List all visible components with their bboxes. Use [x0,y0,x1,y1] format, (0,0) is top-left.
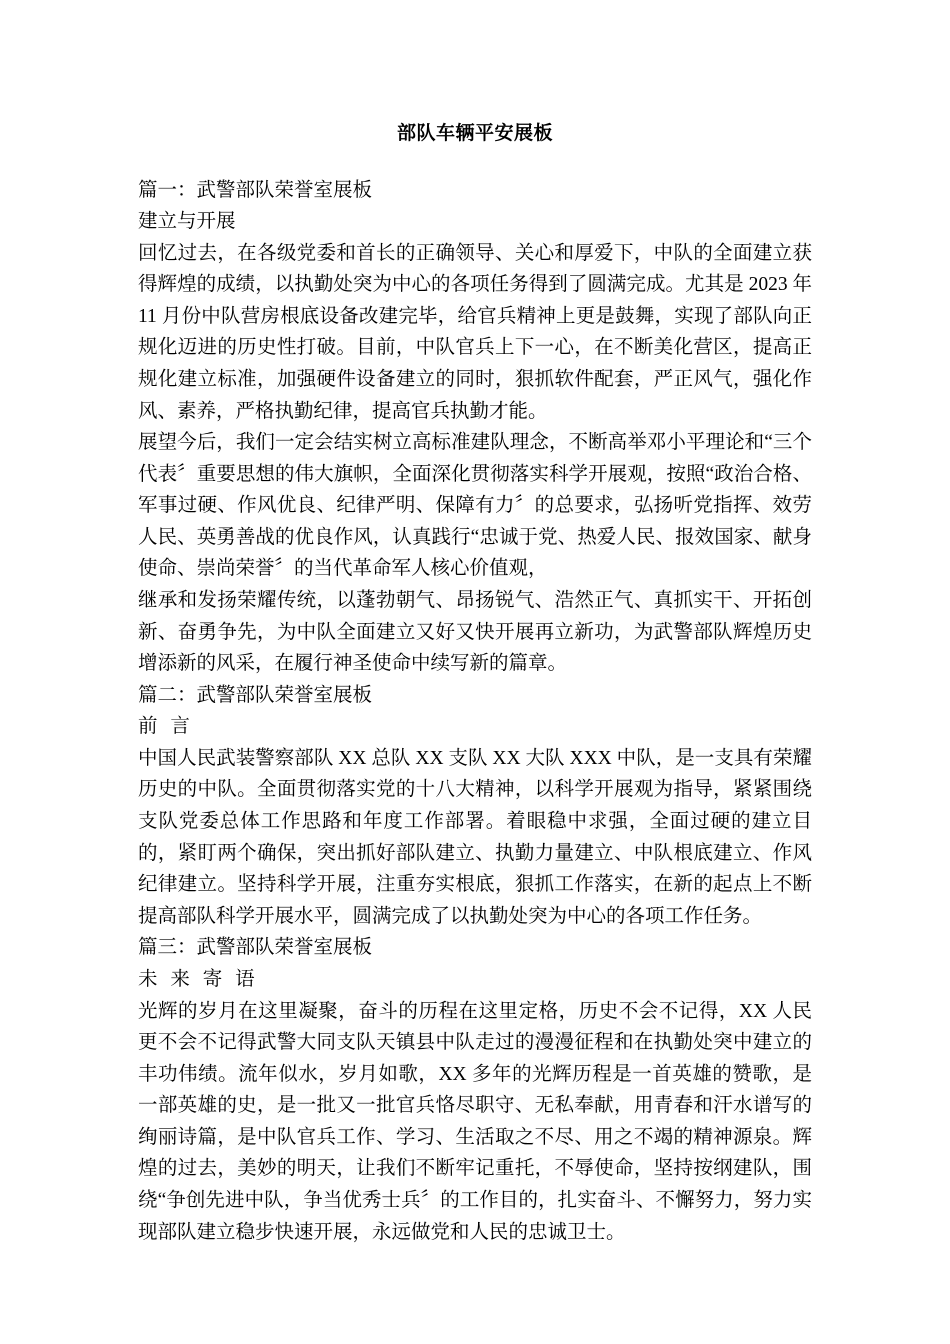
section-heading: 篇三：武警部队荣誉室展板 [138,937,373,959]
paragraph: 回忆过去，在各级党委和首长的正确领导、关心和厚爱下，中队的全面建立获得辉煌的成绩，以执勤处突为中心的各项任务得到了圆满完成。尤其是 2023 年 11 月份中队营房根底设备改建完毕，给官兵精神上更是鼓舞，实现了部队向正规化迈进的历史性打破。目前，中队官兵上下一心，在不断美化营区，提高正规化建立标准，加强硬件设备建立的同时，狠抓软件配套，严正风气，强化作风、素养，严格执勤纪律，提高官兵执勤才能。 [138,242,812,422]
paragraph: 展望今后，我们一定会结实树立高标准建队理念，不断高举邓小平理论和“三个代表〞重要思想的伟大旗帜，全面深化贯彻落实科学开展观，按照“政治合格、军事过硬、作风优良、纪律严明、保障有力〞的总要求，弘扬听党指挥、效劳人民、英勇善战的优良作风，认真践行“忠诚于党、热爱人民、报效国家、献身使命、崇尚荣誉〞的当代革命军人核心价值观， [138,432,812,580]
section-heading: 篇二：武警部队荣誉室展板 [138,684,373,706]
section-heading: 篇一：武警部队荣誉室展板 [138,179,373,201]
sub-heading: 前 言 [138,716,194,738]
paragraph: 光辉的岁月在这里凝聚，奋斗的历程在这里定格，历史不会不记得，XX 人民更不会不记得武警大同支队天镇县中队走过的漫漫征程和在执勤处突中建立的丰功伟绩。流年似水，岁月如歌，XX 多年的光辉历程是一首英雄的赞歌，是一部英雄的史，是一批又一批官兵恪尽职守、无私奉献，用青春和汗水谱写的绚丽诗篇，是中队官兵工作、学习、生活取之不尽、用之不竭的精神源泉。辉煌的过去，美妙的明天，让我们不断牢记重托，不辱使命，坚持按纲建队，围绕“争创先进中队，争当优秀士兵〞的工作目的，扎实奋斗、不懈努力，努力实现部队建立稳步快速开展，永远做党和人民的忠诚卫士。 [138,1000,812,1243]
page-title: 部队车辆平安展板 [396,123,553,144]
sub-heading: 建立与开展 [138,211,236,233]
sub-heading: 未 来 寄 语 [138,968,259,990]
document-body [138,175,812,1249]
paragraph: 继承和发扬荣耀传统，以蓬勃朝气、昂扬锐气、浩然正气、真抓实干、开拓创新、奋勇争先，为中队全面建立又好又快开展再立新功，为武警部队辉煌历史增添新的风采，在履行神圣使命中续写新的篇章。 [138,590,812,675]
paragraph: 中国人民武装警察部队 XX 总队 XX 支队 XX 大队 XXX 中队，是一支具有荣耀历史的中队。全面贯彻落实党的十八大精神，以科学开展观为指导，紧紧围绕支队党委总体工作思路和年度工作部署。着眼稳中求强，全面过硬的建立目的，紧盯两个确保，突出抓好部队建立、执勤力量建立、中队根底建立、作风纪律建立。坚持科学开展，注重夯实根底，狠抓工作落实，在新的起点上不断提高部队科学开展水平，圆满完成了以执勤处突为中心的各项工作任务。 [138,747,812,927]
